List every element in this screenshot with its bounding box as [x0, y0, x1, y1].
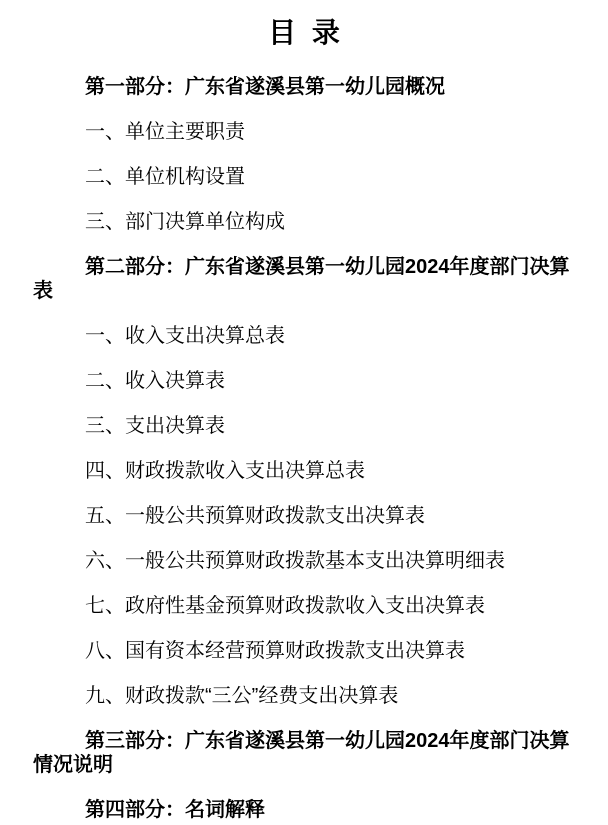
- toc-entry-p2-item-7: 七、政府性基金预算财政拨款收入支出决算表: [85, 595, 485, 617]
- toc-entry-part-4: 第四部分：名词解释: [85, 799, 265, 821]
- toc-entry-p2-item-3: 三、支出决算表: [85, 415, 225, 437]
- toc-entry-p1-item-1: 一、单位主要职责: [85, 121, 245, 143]
- toc-entry-p2-item-1: 一、收入支出决算总表: [85, 325, 285, 347]
- toc-entry-p2-item-4: 四、财政拨款收入支出决算总表: [85, 460, 365, 482]
- toc-entry-p2-item-5: 五、一般公共预算财政拨款支出决算表: [85, 505, 425, 527]
- toc-entry-p2-item-2: 二、收入决算表: [85, 370, 225, 392]
- page-title: 目 录: [268, 17, 340, 48]
- toc-entry-p2-item-6: 六、一般公共预算财政拨款基本支出决算明细表: [85, 550, 505, 572]
- toc-entry-p1-item-3: 三、部门决算单位构成: [85, 211, 285, 233]
- toc-entry-p1-item-2: 二、单位机构设置: [85, 166, 245, 188]
- toc-entry-p2-item-8: 八、国有资本经营预算财政拨款支出决算表: [85, 640, 465, 662]
- toc-entry-part-3: 第三部分：广东省遂溪县第一幼儿园2024年度部门决算情况说明: [33, 730, 570, 776]
- toc-entry-part-1: 第一部分：广东省遂溪县第一幼儿园概况: [85, 76, 445, 98]
- toc-entry-part-2: 第二部分：广东省遂溪县第一幼儿园2024年度部门决算表: [33, 256, 570, 302]
- toc-entry-p2-item-9: 九、财政拨款“三公”经费支出决算表: [85, 685, 399, 707]
